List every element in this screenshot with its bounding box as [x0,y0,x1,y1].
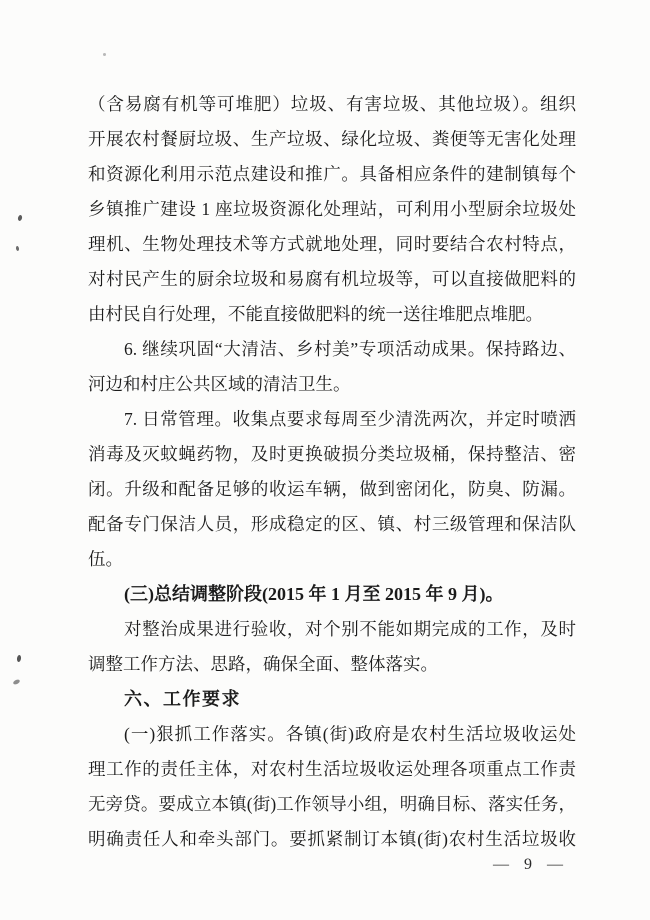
text-line: 7. 日常管理。收集点要求每周至少清洗两次，并定时喷洒 [124,409,576,429]
text-line: 消毒及灭蚊蝇药物，及时更换破损分类垃圾桶，保持整洁、密 [88,444,576,464]
text-line: 和资源化利用示范点建设和推广。具备相应条件的建制镇每个 [88,164,576,184]
text-line: 开展农村餐厨垃圾、生产垃圾、绿化垃圾、粪便等无害化处理 [88,129,576,149]
scan-speck [17,215,22,222]
text-line: 六、工作要求 [124,689,241,709]
text-line: 河边和村庄公共区域的清洁卫生。 [88,374,351,394]
page-number: — 9 — [493,856,564,873]
text-line: 闭。升级和配备足够的收运车辆，做到密闭化，防臭、防漏。 [88,479,576,499]
document-lines [88,87,576,857]
text-line: (三)总结调整阶段(2015 年 1 月至 2015 年 9 月)。 [124,584,504,604]
text-line: 伍。 [88,549,123,569]
text-line: 理机、生物处理技术等方式就地处理，同时要结合农村特点， [88,234,576,254]
scan-speck [12,679,20,686]
text-line: 6. 继续巩固“大清洁、乡村美”专项活动成果。保持路边、 [124,339,576,359]
scan-speck [103,53,106,56]
text-line: 理工作的责任主体，对农村生活垃圾收运处理各项重点工作责 [88,759,576,779]
text-line: 乡镇推广建设 1 座垃圾资源化处理站，可利用小型厨余垃圾处 [88,199,576,219]
text-line: 无旁贷。要成立本镇(街)工作领导小组，明确目标、落实任务， [88,794,576,814]
text-line: （含易腐有机等可堆肥）垃圾、有害垃圾、其他垃圾）。组织 [88,94,576,114]
text-line: 由村民自行处理，不能直接做肥料的统一送往堆肥点堆肥。 [88,304,543,324]
scan-speck [17,655,22,662]
text-line: 对整治成果进行验收，对个别不能如期完成的工作，及时 [124,619,576,639]
text-line: 配备专门保洁人员，形成稳定的区、镇、村三级管理和保洁队 [88,514,576,534]
text-line: 调整工作方法、思路，确保全面、整体落实。 [88,654,438,674]
text-line: 明确责任人和牵头部门。要抓紧制订本镇(街)农村生活垃圾收 [88,829,576,849]
text-line: (一)狠抓工作落实。各镇(街)政府是农村生活垃圾收运处 [124,724,576,744]
text-line: 对村民产生的厨余垃圾和易腐有机垃圾等，可以直接做肥料的 [88,269,576,289]
scan-speck [16,246,20,251]
